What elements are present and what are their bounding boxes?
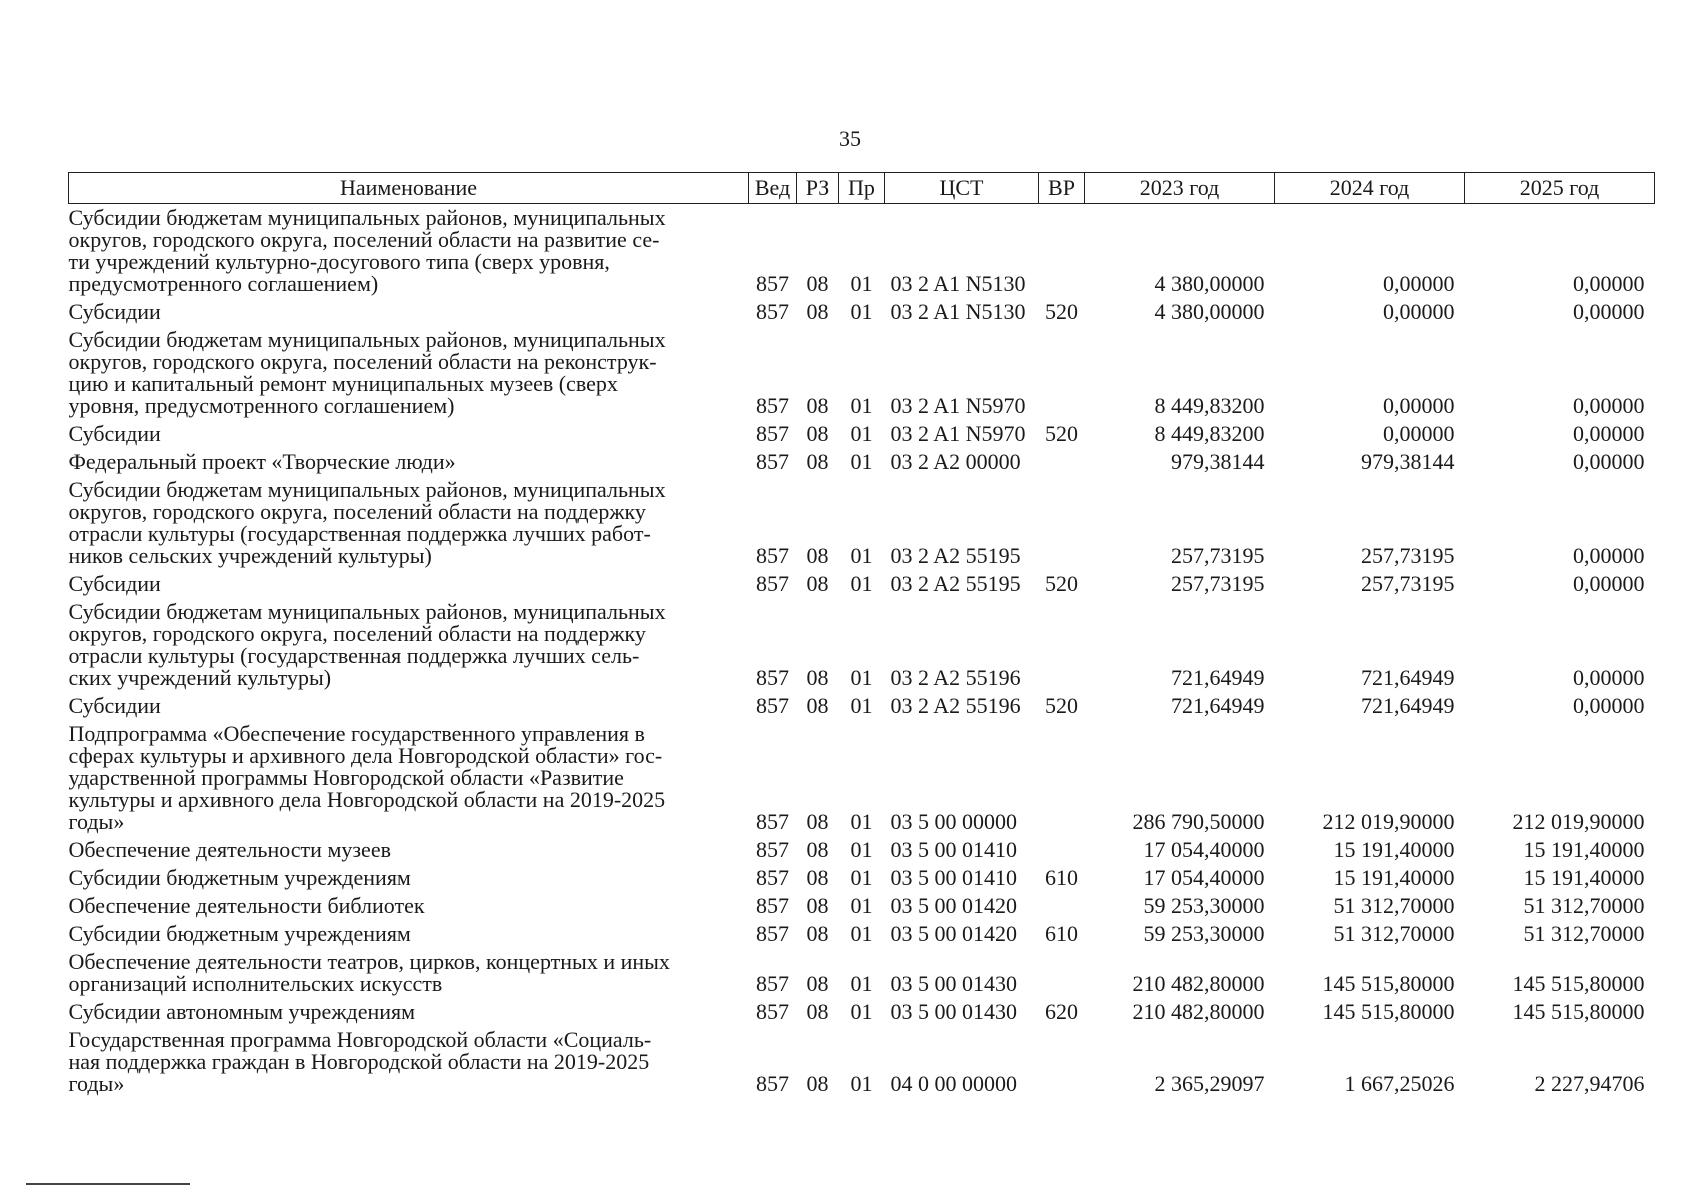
cell-cst: 03 5 00 01430 bbox=[890, 999, 1017, 1024]
cell-pr: 01 bbox=[850, 693, 873, 718]
cell-y2024: 257,73195 bbox=[1361, 571, 1455, 596]
table-row bbox=[69, 298, 1655, 326]
cell-y2025: 15 191,40000 bbox=[1523, 865, 1645, 890]
cell-rz: 08 bbox=[806, 693, 829, 718]
cell-cst: 03 2 A2 55196 bbox=[890, 665, 1021, 690]
table-row bbox=[69, 1026, 1655, 1098]
table-row bbox=[69, 598, 1655, 692]
cell-vr bbox=[1039, 476, 1085, 570]
cell-ved: 857 bbox=[756, 921, 789, 946]
cell-y2025: 0,00000 bbox=[1573, 299, 1645, 324]
table-row bbox=[69, 476, 1655, 570]
cell-cst: 03 2 A1 N5130 bbox=[890, 271, 1026, 296]
cell-pr: 01 bbox=[850, 893, 873, 918]
cell-y2025: 15 191,40000 bbox=[1523, 837, 1645, 862]
cell-pr: 01 bbox=[850, 449, 873, 474]
cell-vr bbox=[1039, 326, 1085, 420]
cell-rz: 08 bbox=[806, 421, 829, 446]
cell-y2023: 2 365,29097 bbox=[1154, 1071, 1265, 1096]
cell-y2025: 145 515,80000 bbox=[1512, 999, 1645, 1024]
cell-y2023: 210 482,80000 bbox=[1132, 999, 1265, 1024]
table-row bbox=[69, 836, 1655, 864]
cell-y2025: 0,00000 bbox=[1573, 543, 1645, 568]
cell-y2023: 979,38144 bbox=[1171, 449, 1265, 474]
cell-pr: 01 bbox=[850, 421, 873, 446]
cell-vr: 610 bbox=[1045, 921, 1078, 946]
cell-rz: 08 bbox=[806, 1071, 829, 1096]
cell-vr: 610 bbox=[1045, 865, 1078, 890]
cell-rz: 08 bbox=[806, 837, 829, 862]
cell-pr: 01 bbox=[850, 971, 873, 996]
cell-ved: 857 bbox=[756, 693, 789, 718]
table-row bbox=[69, 892, 1655, 920]
cell-pr: 01 bbox=[850, 571, 873, 596]
cell-cst: 03 5 00 01430 bbox=[890, 971, 1017, 996]
cell-rz: 08 bbox=[806, 921, 829, 946]
cell-y2023: 721,64949 bbox=[1171, 693, 1265, 718]
cell-y2024: 145 515,80000 bbox=[1322, 999, 1455, 1024]
cell-y2023: 8 449,83200 bbox=[1154, 393, 1265, 418]
cell-y2025: 0,00000 bbox=[1573, 271, 1645, 296]
cell-y2025: 0,00000 bbox=[1573, 421, 1645, 446]
cell-rz: 08 bbox=[806, 449, 829, 474]
cell-ved: 857 bbox=[756, 865, 789, 890]
table-row bbox=[69, 420, 1655, 448]
cell-y2023: 4 380,00000 bbox=[1154, 271, 1265, 296]
cell-vr bbox=[1039, 204, 1085, 299]
cell-cst: 03 2 A2 00000 bbox=[890, 449, 1021, 474]
table-row bbox=[69, 692, 1655, 720]
cell-vr: 520 bbox=[1045, 693, 1078, 718]
cell-y2025: 0,00000 bbox=[1573, 449, 1645, 474]
cell-pr: 01 bbox=[850, 865, 873, 890]
cell-y2024: 0,00000 bbox=[1383, 393, 1455, 418]
cell-pr: 01 bbox=[850, 809, 873, 834]
cell-y2024: 212 019,90000 bbox=[1322, 809, 1455, 834]
cell-cst: 03 5 00 00000 bbox=[890, 809, 1017, 834]
table-row bbox=[69, 204, 1655, 299]
cell-ved: 857 bbox=[756, 271, 789, 296]
cell-pr: 01 bbox=[850, 837, 873, 862]
cell-y2025: 51 312,70000 bbox=[1523, 921, 1645, 946]
cell-y2024: 0,00000 bbox=[1383, 421, 1455, 446]
cell-pr: 01 bbox=[850, 999, 873, 1024]
cell-vr bbox=[1039, 948, 1085, 998]
cell-name: Подпрограмма «Обеспечение государственного управления в сферах культуры и архивного дела Новгородской области» гос- ударственной программы Новгородской области «Развитие культуры и архивного дела Новгородской области на 2019-2025 годы» bbox=[68, 721, 666, 834]
cell-name: Субсидии бюджетам муниципальных районов, муниципальных округов, городского округа, поселений области на развитие се- ти учреждений культурно-досугового типа (сверх уровня, предусмотренного соглашением) bbox=[68, 205, 666, 296]
cell-cst: 03 2 A2 55196 bbox=[890, 693, 1021, 718]
table-header-row bbox=[69, 173, 1655, 204]
cell-y2024: 721,64949 bbox=[1361, 665, 1455, 690]
cell-y2025: 0,00000 bbox=[1573, 393, 1645, 418]
cell-vr bbox=[1039, 448, 1085, 476]
cell-cst: 03 5 00 01420 bbox=[890, 893, 1017, 918]
header-name: Наименование bbox=[69, 173, 749, 204]
cell-name: Субсидии bbox=[68, 571, 161, 596]
cell-rz: 08 bbox=[806, 971, 829, 996]
cell-name: Государственная программа Новгородской области «Социаль- ная поддержка граждан в Новгородской области на 2019-2025 годы» bbox=[68, 1027, 652, 1096]
table-body bbox=[69, 204, 1655, 1099]
cell-cst: 03 2 A1 N5970 bbox=[890, 393, 1026, 418]
cell-y2024: 0,00000 bbox=[1383, 299, 1455, 324]
cell-name: Субсидии автономным учреждениям bbox=[68, 999, 416, 1024]
table-row bbox=[69, 570, 1655, 598]
table-row bbox=[69, 864, 1655, 892]
cell-vr: 520 bbox=[1045, 299, 1078, 324]
cell-pr: 01 bbox=[850, 1071, 873, 1096]
cell-y2023: 721,64949 bbox=[1171, 665, 1265, 690]
cell-y2025: 0,00000 bbox=[1573, 693, 1645, 718]
cell-name: Субсидии бюджетам муниципальных районов, муниципальных округов, городского округа, поселений области на поддержку отрасли культуры (государственная поддержка лучших работ- ников сельских учреждений культуры) bbox=[68, 477, 666, 568]
cell-ved: 857 bbox=[756, 837, 789, 862]
cell-y2025: 212 019,90000 bbox=[1512, 809, 1645, 834]
cell-y2024: 257,73195 bbox=[1361, 543, 1455, 568]
cell-y2025: 0,00000 bbox=[1573, 665, 1645, 690]
cell-y2023: 59 253,30000 bbox=[1143, 921, 1265, 946]
cell-rz: 08 bbox=[806, 999, 829, 1024]
cell-name: Субсидии bbox=[68, 421, 161, 446]
header-2025: 2025 год bbox=[1465, 173, 1655, 204]
cell-ved: 857 bbox=[756, 971, 789, 996]
cell-cst: 03 5 00 01410 bbox=[890, 865, 1017, 890]
cell-pr: 01 bbox=[850, 393, 873, 418]
cell-pr: 01 bbox=[850, 271, 873, 296]
cell-rz: 08 bbox=[806, 865, 829, 890]
cell-pr: 01 bbox=[850, 299, 873, 324]
cell-cst: 03 5 00 01410 bbox=[890, 837, 1017, 862]
cell-y2024: 0,00000 bbox=[1383, 271, 1455, 296]
cell-ved: 857 bbox=[756, 665, 789, 690]
cell-cst: 03 2 A2 55195 bbox=[890, 543, 1021, 568]
cell-y2023: 4 380,00000 bbox=[1154, 299, 1265, 324]
cell-name: Субсидии bbox=[68, 693, 161, 718]
cell-vr bbox=[1039, 720, 1085, 836]
cell-y2024: 1 667,25026 bbox=[1344, 1071, 1455, 1096]
cell-cst: 04 0 00 00000 bbox=[890, 1071, 1017, 1096]
cell-cst: 03 2 A2 55195 bbox=[890, 571, 1021, 596]
cell-pr: 01 bbox=[850, 665, 873, 690]
header-ved: Вед bbox=[749, 173, 797, 204]
cell-rz: 08 bbox=[806, 393, 829, 418]
cell-y2024: 51 312,70000 bbox=[1333, 921, 1455, 946]
cell-ved: 857 bbox=[756, 421, 789, 446]
cell-y2023: 210 482,80000 bbox=[1132, 971, 1265, 996]
table-row bbox=[69, 326, 1655, 420]
cell-name: Обеспечение деятельности музеев bbox=[68, 837, 391, 862]
cell-ved: 857 bbox=[756, 543, 789, 568]
cell-cst: 03 5 00 01420 bbox=[890, 921, 1017, 946]
cell-y2023: 17 054,40000 bbox=[1143, 837, 1265, 862]
cell-name: Обеспечение деятельности театров, цирков, концертных и иных организаций исполнительских искусств bbox=[68, 949, 670, 996]
cell-y2025: 2 227,94706 bbox=[1534, 1071, 1645, 1096]
cell-y2023: 8 449,83200 bbox=[1154, 421, 1265, 446]
cell-y2025: 145 515,80000 bbox=[1512, 971, 1645, 996]
cell-pr: 01 bbox=[850, 921, 873, 946]
cell-rz: 08 bbox=[806, 543, 829, 568]
cell-name: Субсидии бюджетам муниципальных районов, муниципальных округов, городского округа, поселений области на поддержку отрасли культуры (государственная поддержка лучших сель- ских учреждений культуры) bbox=[68, 599, 666, 690]
cell-name: Субсидии бюджетным учреждениям bbox=[68, 865, 411, 890]
cell-name: Федеральный проект «Творческие люди» bbox=[68, 449, 456, 474]
cell-y2024: 15 191,40000 bbox=[1333, 865, 1455, 890]
table-row bbox=[69, 920, 1655, 948]
cell-y2023: 17 054,40000 bbox=[1143, 865, 1265, 890]
cell-rz: 08 bbox=[806, 665, 829, 690]
header-2024: 2024 год bbox=[1275, 173, 1465, 204]
header-2023: 2023 год bbox=[1085, 173, 1275, 204]
table-row bbox=[69, 948, 1655, 998]
cell-ved: 857 bbox=[756, 449, 789, 474]
cell-vr: 520 bbox=[1045, 421, 1078, 446]
cell-y2024: 145 515,80000 bbox=[1322, 971, 1455, 996]
cell-y2024: 979,38144 bbox=[1361, 449, 1455, 474]
cell-vr bbox=[1039, 598, 1085, 692]
page-number: 35 bbox=[839, 126, 861, 151]
cell-name: Субсидии бюджетным учреждениям bbox=[68, 921, 411, 946]
cell-ved: 857 bbox=[756, 571, 789, 596]
cell-rz: 08 bbox=[806, 299, 829, 324]
table-row bbox=[69, 448, 1655, 476]
cell-ved: 857 bbox=[756, 999, 789, 1024]
cell-rz: 08 bbox=[806, 571, 829, 596]
cell-cst: 03 2 A1 N5130 bbox=[890, 299, 1026, 324]
cell-y2023: 59 253,30000 bbox=[1143, 893, 1265, 918]
cell-ved: 857 bbox=[756, 299, 789, 324]
cell-vr bbox=[1039, 836, 1085, 864]
cell-rz: 08 bbox=[806, 893, 829, 918]
cell-ved: 857 bbox=[756, 393, 789, 418]
cell-y2023: 286 790,50000 bbox=[1132, 809, 1265, 834]
cell-y2025: 51 312,70000 bbox=[1523, 893, 1645, 918]
footer-divider bbox=[26, 1183, 190, 1185]
cell-rz: 08 bbox=[806, 809, 829, 834]
header-pr: Пр bbox=[839, 173, 885, 204]
budget-table bbox=[68, 172, 1655, 1098]
cell-ved: 857 bbox=[756, 1071, 789, 1096]
cell-pr: 01 bbox=[850, 543, 873, 568]
cell-y2025: 0,00000 bbox=[1573, 571, 1645, 596]
cell-name: Субсидии bbox=[68, 299, 161, 324]
header-cst: ЦСТ bbox=[885, 173, 1039, 204]
cell-name: Субсидии бюджетам муниципальных районов, муниципальных округов, городского округа, поселений области на реконструк- цию и капитальный ремонт муниципальных музеев (сверх уровня, предусмотренного соглашением) bbox=[68, 327, 666, 418]
cell-vr bbox=[1039, 892, 1085, 920]
cell-y2024: 721,64949 bbox=[1361, 693, 1455, 718]
cell-ved: 857 bbox=[756, 893, 789, 918]
cell-vr: 520 bbox=[1045, 571, 1078, 596]
header-rz: РЗ bbox=[797, 173, 839, 204]
cell-ved: 857 bbox=[756, 809, 789, 834]
cell-y2023: 257,73195 bbox=[1171, 543, 1265, 568]
cell-name: Обеспечение деятельности библиотек bbox=[68, 893, 425, 918]
header-vr: ВР bbox=[1039, 173, 1085, 204]
table-row bbox=[69, 998, 1655, 1026]
cell-y2023: 257,73195 bbox=[1171, 571, 1265, 596]
cell-rz: 08 bbox=[806, 271, 829, 296]
cell-vr: 620 bbox=[1045, 999, 1078, 1024]
cell-vr bbox=[1039, 1026, 1085, 1098]
table-row bbox=[69, 720, 1655, 836]
cell-y2024: 51 312,70000 bbox=[1333, 893, 1455, 918]
cell-y2024: 15 191,40000 bbox=[1333, 837, 1455, 862]
cell-cst: 03 2 A1 N5970 bbox=[890, 421, 1026, 446]
